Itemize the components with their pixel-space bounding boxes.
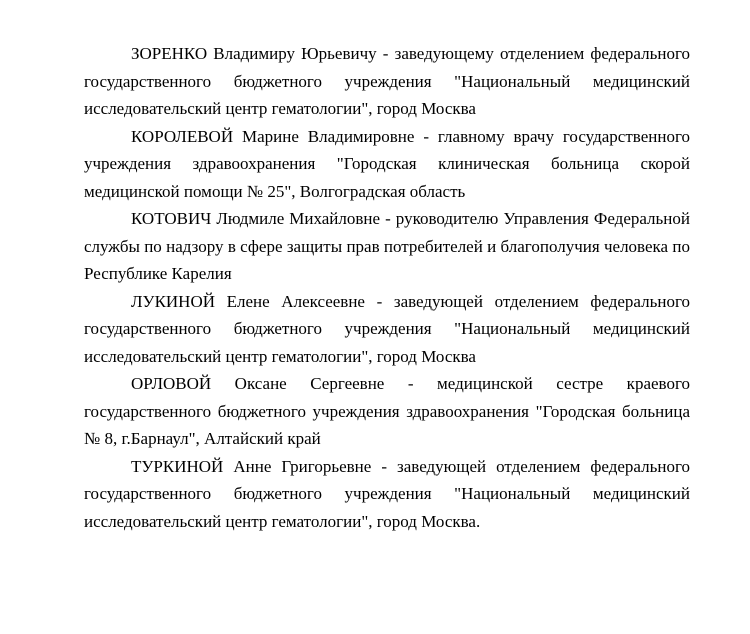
list-item: ТУРКИНОЙ Анне Григорьевне - заведующей отделением федерального государственного бюджетного учреждения "Национальный медицинский исследовательский центр гематологии", город Москва.: [84, 456, 690, 531]
document-body: [84, 40, 690, 535]
list-item: ОРЛОВОЙ Оксане Сергеевне - медицинской сестре краевого государственного бюджетного учреждения здравоохранения "Городская больница № 8, г.Барнаул", Алтайский край: [84, 374, 690, 448]
list-item: КОРОЛЕВОЙ Марине Владимировне - главному врачу государственного учреждения здравоохранения "Городская клиническая больница скорой медицинской помощи № 25", Волгоградская область: [84, 126, 690, 201]
list-item: ЗОРЕНКО Владимиру Юрьевичу - заведующему отделением федерального государственного бюджетного учреждения "Национальный медицинский исследовательский центр гематологии", город Москва: [84, 44, 690, 118]
list-item: ЛУКИНОЙ Елене Алексеевне - заведующей отделением федерального государственного бюджетного учреждения "Национальный медицинский исследовательский центр гематологии", город Москва: [84, 291, 690, 366]
list-item: КОТОВИЧ Людмиле Михайловне - руководителю Управления Федеральной службы по надзору в сфере защиты прав потребителей и благополучия человека по Республике Карелия: [84, 209, 690, 283]
